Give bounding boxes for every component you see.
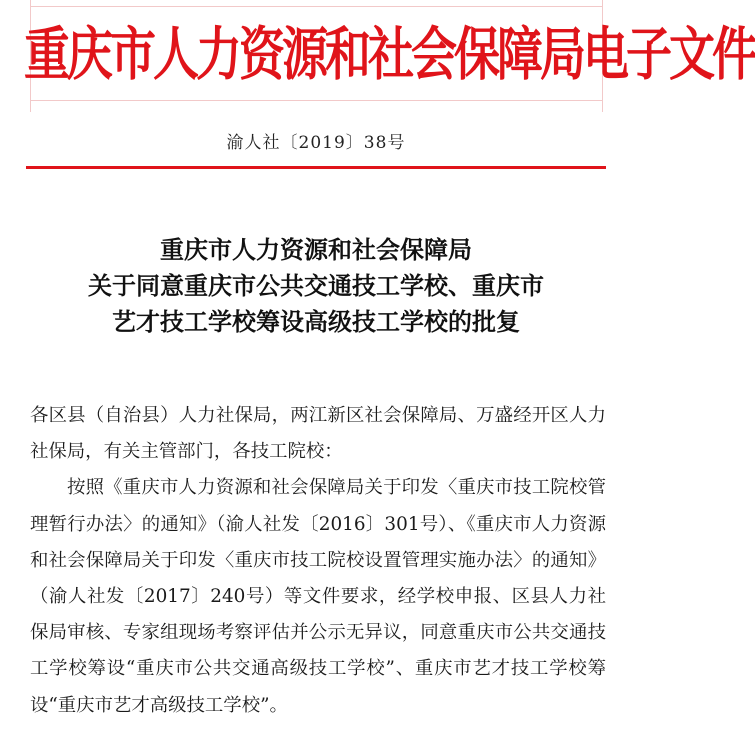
title-line-3: 艺才技工学校筹设高级技工学校的批复 (112, 307, 520, 336)
document-body (30, 398, 606, 724)
body-paragraph-1: 按照《重庆市人力资源和社会保障局关于印发〈重庆市技工院校管理暂行办法〉的通知》（渝人社发〔2016〕301号）、《重庆市人力资源和社会保障局关于印发〈重庆市技工院校设置管理实施办法〉的通知》（渝人社发〔2017〕240号）等文件要求，经学校申报、区县人力社保局审核、专家组现场考察评估并公示无异议，同意重庆市公共交通技工学校筹设“重庆市公共交通高级技工学校”、重庆市艺才技工学校筹设“重庆市艺才高级技工学校”。 (30, 477, 606, 716)
salutation: 各区县（自治县）人力社保局，两江新区社会保障局、万盛经开区人力社保局，有关主管部门，各技工院校： (30, 405, 606, 463)
title-line-2: 关于同意重庆市公共交通技工学校、重庆市 (88, 271, 544, 300)
red-separator-rule (26, 166, 606, 169)
document-masthead: 重庆市人力资源和社会保障局电子文件 (24, 20, 755, 88)
title-line-1: 重庆市人力资源和社会保障局 (160, 235, 472, 264)
document-title (0, 232, 632, 340)
document-number: 渝人社〔2019〕38号 (226, 133, 406, 153)
